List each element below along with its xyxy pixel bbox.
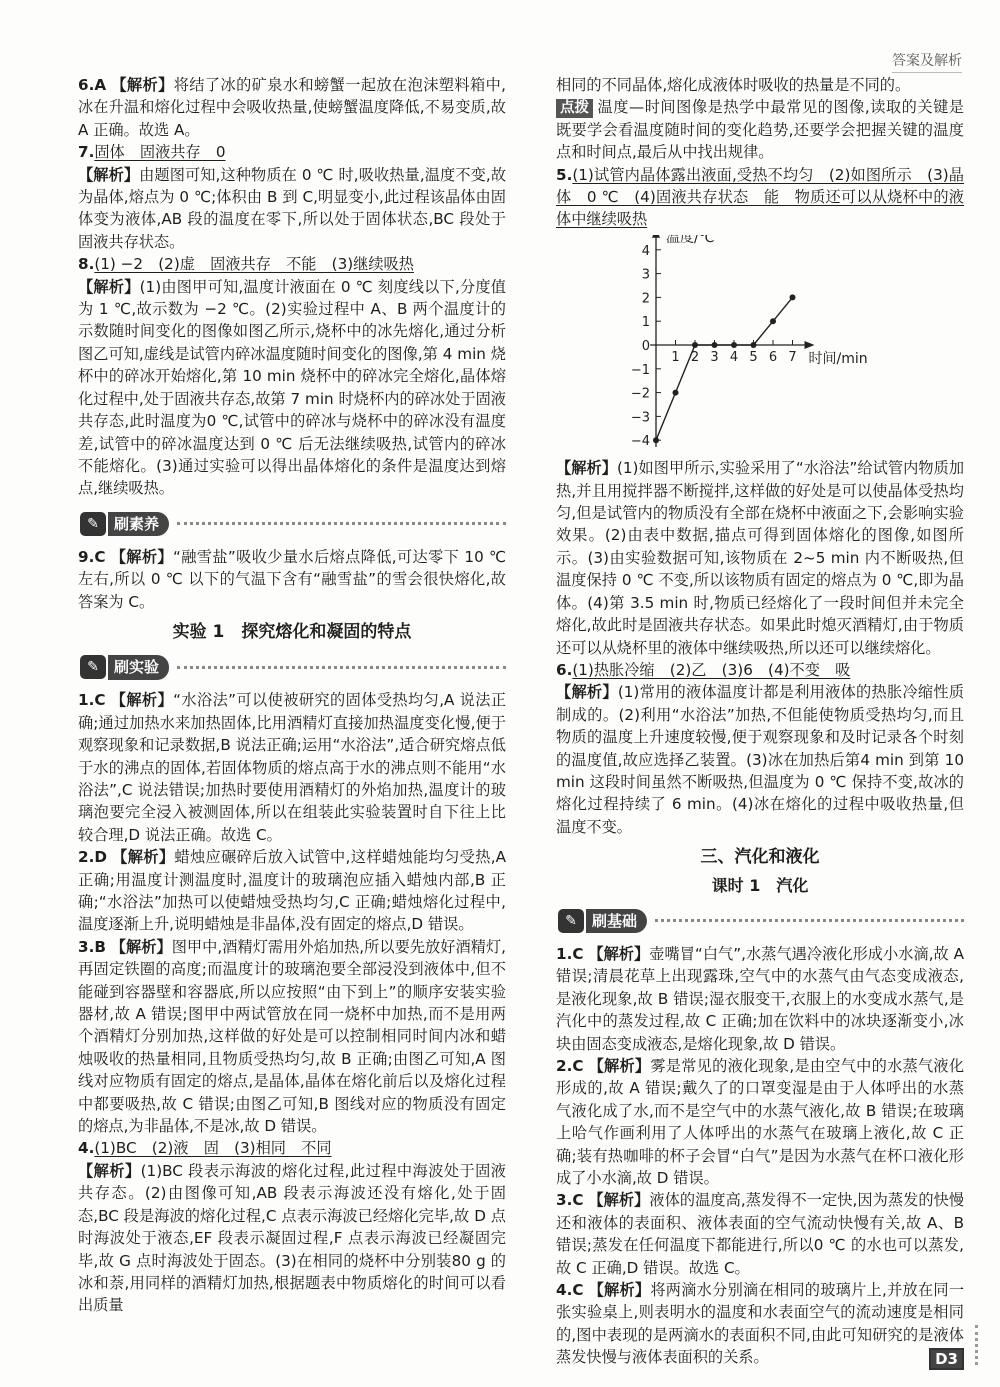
y-tick-label: 1: [641, 315, 650, 331]
exp-answer-1: 1.C 【解析】“水浴法”可以使被研究的固体受热均匀,A 说法正确;通过加热水来加热固体,比用酒精灯直接加热温度变化慢,便于观察现象和记录数据,B 说法正确;运用“水浴法”,适合研究熔点低于水的沸点的固体,若固体物质的熔点高于水的沸点则不能用“水浴法”,C 说法错误;加热时要使用酒精灯的外焰加热,温度计的玻璃泡要完全浸入被测固体,所以在组装此实验装置时自下往上比较合理,D 说法正确。故选 C。: [78, 691, 507, 844]
y-tick-label: −2: [630, 386, 650, 402]
banner-shua-suyang: ✎ 刷素养: [80, 510, 506, 538]
answer-8: 8.(1) −2 (2)虚 固液共存 不能 (3)继续吸热: [78, 255, 414, 274]
data-point: [653, 437, 659, 443]
exp-answer-2: 2.D 【解析】蜡烛应碾碎后放入试管中,这样蜡烛能均匀受热,A 正确;用温度计测温度时,温度计的玻璃泡应插入蜡烛内部,B 正确;“水浴法”加热可以使蜡烛受热均匀,C 正确;蜡烛熔化过程中,温度逐渐上升,说明蜡烛是非晶体,没有固定的熔点,D 错误。: [78, 848, 507, 934]
x-tick-label: 5: [749, 349, 758, 365]
basic-answer-2: 2.C 【解析】雾是常见的液化现象,是由空气中的水蒸气液化形成的,故 A 错误;戴久了的口罩变湿是由于人体呼出的水蒸气液化成了水,而不是空气中的水蒸气液化,故 B 错误;在玻璃上哈气作画利用了人体呼出的水蒸气在玻璃上液化,故 C 正确;装有热咖啡的杯子会冒“白气”是因为水蒸气在杯口液化形成了小水滴,故 D 错误。: [556, 1057, 965, 1188]
y-tick-label: 0: [641, 338, 650, 354]
x-tick-label: 7: [788, 349, 797, 365]
answer-6: 6.A 【解析】将结了冰的矿泉水和螃蟹一起放在泡沫塑料箱中,冰在升温和熔化过程中会吸收热量,使螃蟹温度降低,不易变质,故 A 正确。故选 A。: [78, 76, 506, 139]
explain-8: 【解析】(1)由图甲可知,温度计液面在 0 ℃ 刻度线以下,分度值为 1 ℃,故示数为 −2 ℃。(2)实验过程中 A、B 两个温度计的示数随时间变化的图像如图乙所示,烧杯中的冰先熔化,通过分析图乙可知,虚线是试管内碎冰温度随时间变化的图像,第 4 min 烧杯中的碎冰开始熔化,第 10 min 烧杯中的碎冰完全熔化,晶体熔化过程中,处于固液共存态,故第 7 min 时烧杯内的碎冰处于固液共存态,此时温度为0 ℃,试管中的碎冰与烧杯中的碎冰没有温度差,试管中的碎冰温度达到 0 ℃ 后无法继续吸热,试管内的碎冰不能熔化。(3)通过实验可以得出晶体熔化的条件是温度达到熔点,继续吸热。: [78, 277, 506, 498]
explain-6-right: 【解析】(1)常用的液体温度计都是利用液体的热胀冷缩性质制成的。(2)利用“水浴法”加热,不但能使物质受热均匀,而且物质的温度上升速度较慢,便于观察现象和及时记录各个时刻的温度值,故应选择乙装置。(3)冰在加热后第4 min 到第 10 min 这段时间虽然不断吸热,但温度为 0 ℃ 保持不变,故冰的熔化过程持续了 6 min。(4)冰在熔化的过程中吸收热量,但温度不变。: [556, 683, 965, 836]
data-point: [712, 342, 718, 348]
page-header: 答案及解析: [892, 50, 962, 73]
y-axis-arrow: [652, 235, 660, 238]
x-tick-label: 6: [768, 349, 778, 365]
x-tick-label: 3: [710, 349, 719, 365]
exp-answer-3: 3.B 【解析】图甲中,酒精灯需用外焰加热,所以要先放好酒精灯,再固定铁圈的高度;而温度计的玻璃泡要全部浸没到液体中,但不能碰到容器壁和容器底,所以应按照“由下到上”的顺序安装实验器材,故 A 错误;图甲中两试管放在同一烧杯中加热,而不是用两个酒精灯分别加热,这样做的好处是可以控制相同时间内冰和蜡烛吸收的热量相同,且物质受热均匀,故 B 正确;由图乙可知,A 图线对应物质有固定的熔点,是晶体,晶体在熔化前后以及熔化过程中都要吸热,故 C 错误;由图乙可知,B 图线对应的物质没有固定的熔点,为非晶体,不是冰,故 D 错误。: [78, 937, 507, 1136]
answer-5: 5.(1)试管内晶体露出液面,受热不均匀 (2)如图所示 (3)晶体 0 ℃ (4)固液共存状态 能 物质还可以从烧杯中的液体中继续吸热: [556, 165, 964, 229]
x-tick-label: 2: [690, 349, 700, 365]
right-column: [556, 74, 964, 1369]
basic-answer-3: 3.C 【解析】液体的温度高,蒸发得不一定快,因为蒸发的快慢还和液体的表面积、液体表面的空气流动快慢有关,故 A、B 错误;蒸发在任何温度下都能进行,所以0 ℃ 的水也可以蒸发,故 C 正确,D 错误。故选 C。: [556, 1191, 965, 1277]
brush-icon: ✎: [558, 909, 584, 933]
data-point: [790, 294, 796, 300]
lesson-title: 课时 1 汽化: [711, 875, 809, 895]
basic-answer-1: 1.C 【解析】壶嘴冒“白气”,水蒸气遇冷液化形成小水滴,故 A 错误;清晨花草上出现露珠,空气中的水蒸气由气态变成液态,是液化现象,故 B 错误;湿衣服变干,衣服上的水变成水蒸气,是汽化中的蒸发过程,故 C 正确;加在饮料中的冰块逐渐变小,冰块由固态变成液态,是熔化现象,故 D 错误。: [556, 944, 965, 1053]
left-column: [78, 74, 506, 1317]
explain-7: 【解析】由题图可知,这种物质在 0 ℃ 时,吸收热量,温度不变,故为晶体,熔点为 0 ℃;体积由 B 到 C,明显变小,此过程该晶体由固体变为液体,AB 段的温度在零下,所以处于固体状态,BC 段处于固液共存状态。: [78, 165, 507, 251]
y-axis-label: 温度/℃: [666, 234, 715, 246]
data-point: [673, 389, 679, 395]
y-tick-label: 2: [641, 291, 650, 307]
y-tick-label: −4: [630, 434, 650, 447]
answer-7: 7.固体 固液共存 0: [78, 143, 226, 162]
x-axis-label: 时间/min: [808, 350, 868, 367]
page-number: D3: [929, 1348, 964, 1370]
x-tick-label: 4: [729, 349, 739, 365]
dotted-divider: [177, 522, 506, 525]
answer-6-right: 6.(1)热胀冷缩 (2)乙 (3)6 (4)不变 吸: [556, 660, 851, 679]
banner-shua-jichu: ✎ 刷基础: [558, 907, 964, 935]
y-tick-label: 4: [641, 243, 650, 259]
tip-dianbo: 点拨 温度—时间图像是热学中最常见的图像,读取的关键是既要学会看温度随时间的变化趋势,还要学会把握关键的温度点和时间点,最后从中找出规律。: [556, 98, 964, 162]
data-point: [751, 342, 757, 348]
dotted-divider: [177, 666, 506, 669]
y-tick-label: −3: [630, 410, 650, 426]
section-title: 实验 1 探究熔化和凝固的特点: [172, 621, 412, 642]
y-tick-label: −1: [630, 362, 650, 378]
data-point: [731, 342, 737, 348]
exp-answer-4: 4.(1)BC (2)液 固 (3)相同 不同: [78, 1139, 332, 1158]
basic-answer-4: 4.C 【解析】将两滴水分别滴在相同的玻璃片上,并放在同一张实验桌上,则表明水的温度和水表面空气的流动速度是相同的,图中表现的是两滴水的表面积不同,由此可知研究的是液体蒸发快慢与液体表面积的关系。: [556, 1281, 965, 1367]
page-edge-dots: [967, 1325, 978, 1365]
explain-5: 【解析】(1)如图甲所示,实验采用了“水浴法”给试管内物质加热,并且用搅拌器不断搅拌,这样做的好处是可以使晶体受热均匀,但是试管内的物质没有全部在烧杯中液面之下,会影响实验效果。(2)由表中数据,描点可得到固体熔化的图像,如图所示。(3)由实验数据可知,该物质在 2~5 min 内不断吸热,但温度保持 0 ℃ 不变,所以该物质有固定的熔点为 0 ℃,即为晶体。(4)第 3.5 min 时,物质已经熔化了一段时间但并未完全熔化,故此时是固液共存状态。如果此时熄灭酒精灯,由于物质还可以从烧杯里的液体中继续吸热,所以还可以继续熔化。: [556, 459, 965, 657]
continued-text: 相同的不同晶体,熔化成液体时吸收的热量是不同的。: [556, 76, 911, 94]
section-title-vaporization: 三、汽化和液化: [700, 847, 820, 868]
temperature-time-graph: [556, 235, 964, 453]
brush-icon: ✎: [80, 512, 106, 536]
banner-shua-shiyan: ✎ 刷实验: [80, 653, 506, 681]
x-axis-arrow: [805, 341, 815, 349]
brush-icon: ✎: [80, 655, 106, 679]
line-chart: [556, 235, 964, 447]
x-tick-label: 1: [671, 349, 680, 365]
exp-explain-4: 【解析】(1)BC 段表示海波的熔化过程,此过程中海波处于固液共存态。(2)由图像可知,AB 段表示海波还没有熔化,处于固态,BC 段是海波的熔化过程,C 点表示海波已经熔化完毕,故 D 点时海波处于液态,EF 段表示凝固过程,F 点表示海波已经凝固完毕,故 G 点时海波处于固态。(3)在相同的烧杯中分别装80 g 的冰和萘,用同样的酒精灯加热,根据题表中物质熔化的时间可以看出质量: [78, 1161, 506, 1315]
data-point: [770, 318, 776, 324]
data-point: [692, 342, 698, 348]
dotted-divider: [655, 919, 964, 922]
answer-9: 9.C 【解析】“融雪盐”吸收少量水后熔点降低,可达零下 10 ℃ 左右,所以 0 ℃ 以下的气温下含有“融雪盐”的雪会很快熔化,故答案为 C。: [78, 547, 507, 611]
y-tick-label: 3: [641, 267, 650, 283]
